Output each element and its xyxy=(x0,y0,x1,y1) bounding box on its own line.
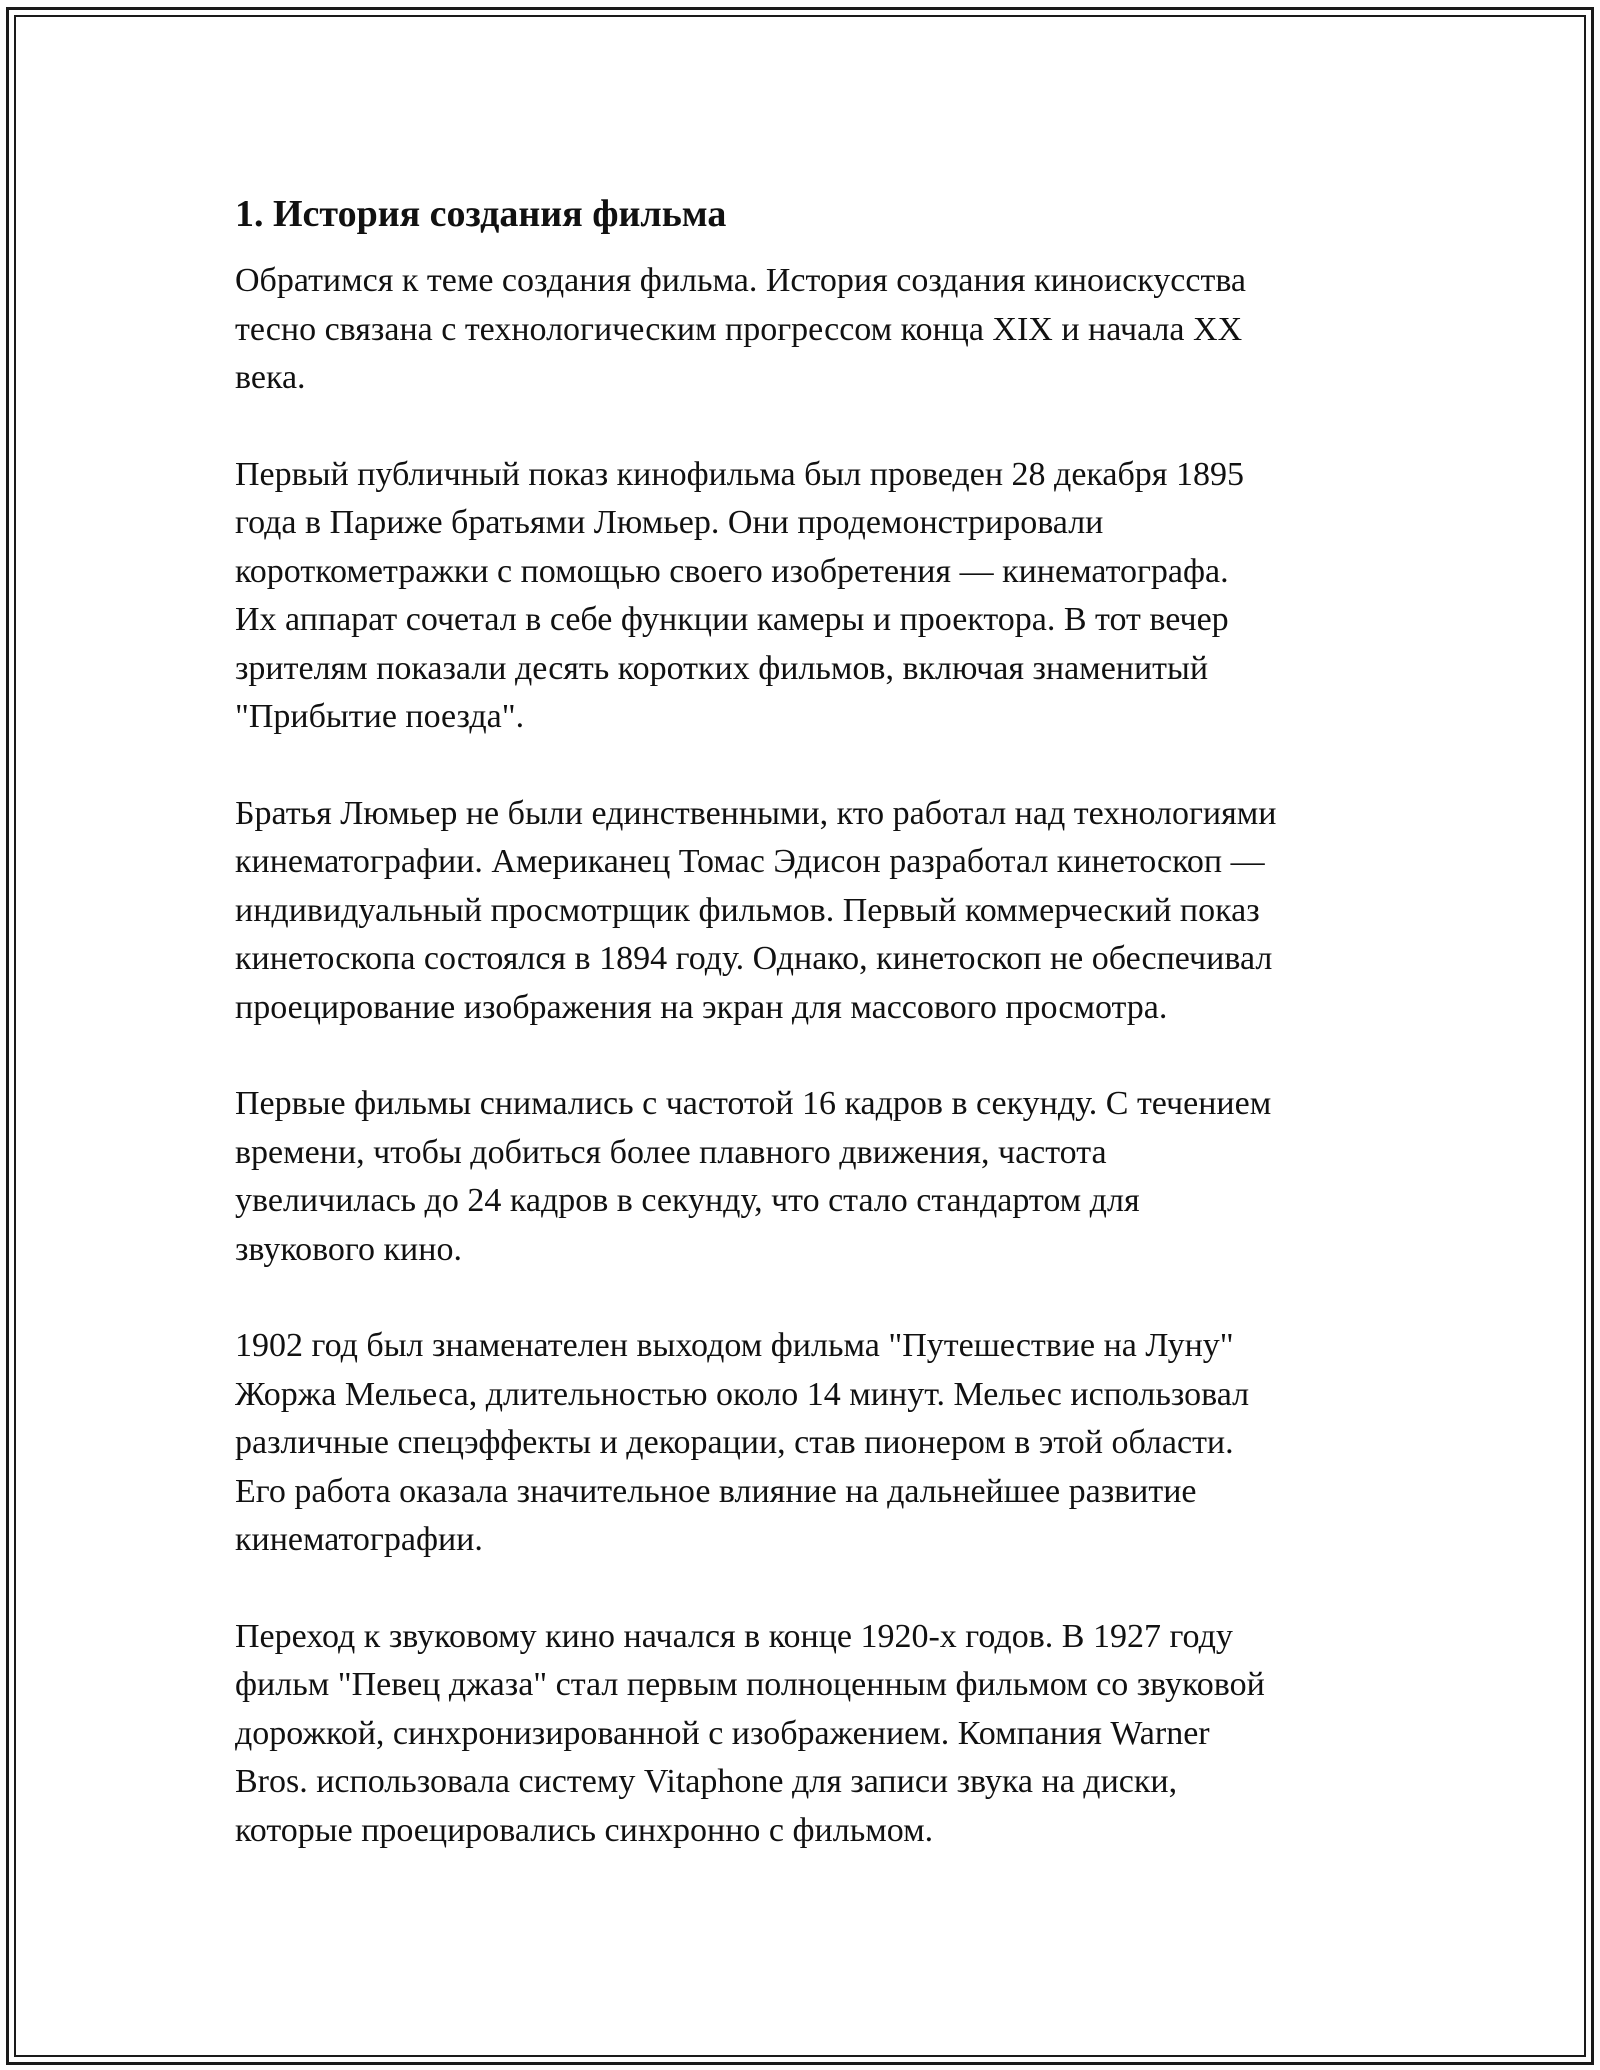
paragraph-3: Братья Люмьер не были единственными, кто работал над технологиями кинематографии. Американец Томас Эдисон разработал кинетоскоп — индивидуальный просмотрщик фильмов. Первый коммерческий показ кинетоскопа состоялся в 1894 году. Однако, кинетоскоп не обеспечивал проецирование изображения на экран для массового просмотра. xyxy=(235,794,1277,1026)
document-body xyxy=(235,187,1375,1903)
paragraph-2: Первый публичный показ кинофильма был проведен 28 декабря 1895 года в Париже братьями Люмьер. Они продемонстрировали короткометражки с помощью своего изобретения — кинематографа. Их аппарат сочетал в себе функции камеры и проектора. В тот вечер зрителям показали десять коротких фильмов, включая знаменитый "Прибытие поезда". xyxy=(235,455,1244,735)
paragraph-1: Обратимся к теме создания фильма. История создания киноискусства тесно связана с технологическим прогрессом конца XIX и начала XX века. xyxy=(235,262,1247,396)
paragraph-4: Первые фильмы снимались с частотой 16 кадров в секунду. С течением времени, чтобы добиться более плавного движения, частота увеличилась до 24 кадров в секунду, что стало стандартом для звукового кино. xyxy=(235,1085,1272,1268)
section-title: 1. История создания фильма xyxy=(235,193,727,235)
paragraph-6: Переход к звуковому кино начался в конце 1920-х годов. В 1927 году фильм "Певец джаза" стал первым полноценным фильмом со звуковой дорожкой, синхронизированной с изображением. Компания Warner Bros. использовала систему Vitaphone для записи звука на диски, которые проецировались синхронно с фильмом. xyxy=(235,1617,1265,1849)
paragraph-5: 1902 год был знаменателен выходом фильма "Путешествие на Луну" Жоржа Мельеса, длительностью около 14 минут. Мельес использовал различные спецэффекты и декорации, став пионером в этой области. Его работа оказала значительное влияние на дальнейшее развитие кинематографии. xyxy=(235,1327,1250,1558)
